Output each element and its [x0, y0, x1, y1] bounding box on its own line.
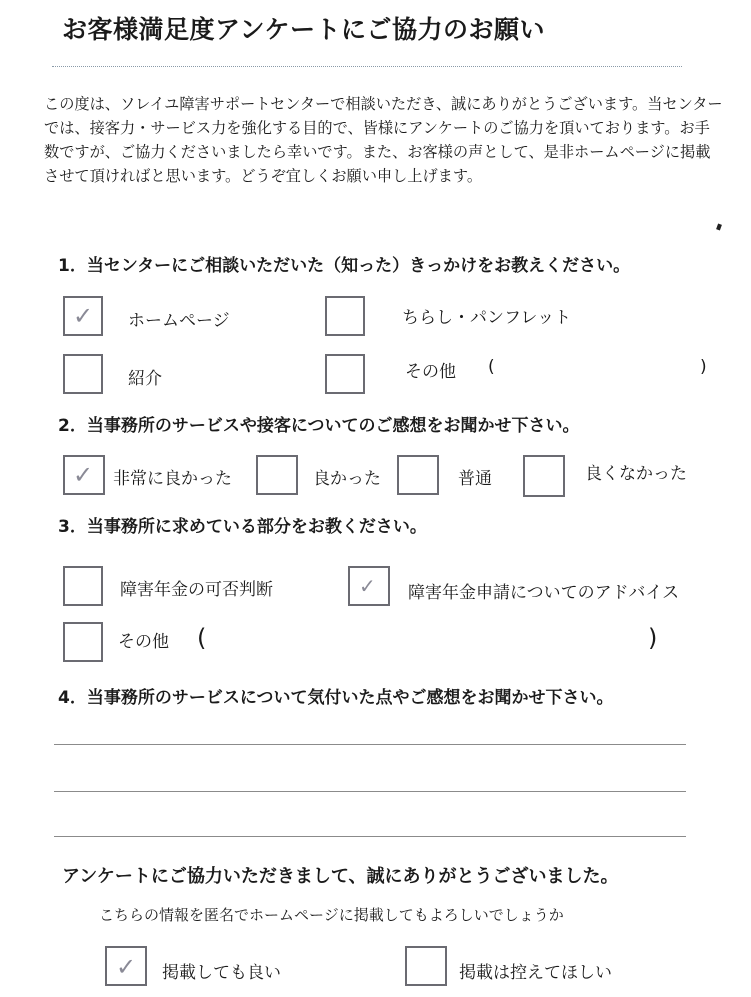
other-q3-open-paren: (: [197, 624, 207, 652]
checkbox-application-advice[interactable]: [348, 566, 390, 606]
other-q1-close-paren: ): [700, 357, 707, 377]
checkbox-flyer[interactable]: [325, 296, 365, 336]
option-not-good-label: 良くなかった: [585, 464, 687, 484]
option-good-label: 良かった: [313, 469, 381, 489]
title-divider: [52, 66, 682, 67]
option-other-q3-label: その他: [118, 632, 169, 652]
answer-line-2[interactable]: [54, 791, 686, 792]
question-1: 1．当センターにご相談いただいた（知った）きっかけをお教えください。: [58, 256, 631, 276]
page-title: お客様満足度アンケートにご協力のお願い: [62, 15, 546, 44]
checkbox-not-good[interactable]: [523, 455, 565, 497]
checkbox-good[interactable]: [256, 455, 298, 495]
option-homepage-label: ホームページ: [128, 311, 230, 331]
stray-mark: [716, 223, 722, 230]
intro-paragraph: この度は、ソレイユ障害サポートセンターで相談いただき、誠にありがとうございます。当センターでは、接客力・サービス力を強化する目的で、皆様にアンケートのご協力を頂いております。お手数ですが、ご協力くださいましたら幸いです。また、お客様の声として、是非ホームページに掲載させて頂ければと思います。どうぞ宜しくお願い申し上げます。: [44, 95, 723, 185]
checkmark-icon: ✓: [73, 302, 94, 330]
checkbox-publish-no[interactable]: [405, 946, 447, 986]
checkmark-icon: ✓: [116, 953, 137, 981]
checkmark-icon: ✓: [73, 461, 94, 489]
option-publish-no-label: 掲載は控えてほしい: [459, 963, 612, 983]
question-2: 2．当事務所のサービスや接客についてのご感想をお聞かせ下さい。: [58, 416, 580, 436]
other-q1-open-paren: (: [488, 357, 495, 377]
question-3: 3．当事務所に求めている部分をお教ください。: [58, 517, 427, 537]
question-4: 4．当事務所のサービスについて気付いた点やご感想をお聞かせ下さい。: [58, 688, 614, 708]
option-application-advice-label: 障害年金申請についてのアドバイス: [408, 583, 680, 603]
checkbox-eligibility[interactable]: [63, 566, 103, 606]
option-flyer-label: ちらし・パンフレット: [402, 308, 572, 328]
option-very-good-label: 非常に良かった: [113, 469, 232, 489]
checkbox-average[interactable]: [397, 455, 439, 495]
consent-question: こちらの情報を匿名でホームページに掲載してもよろしいでしょうか: [99, 906, 564, 924]
checkbox-very-good[interactable]: [63, 455, 105, 495]
option-publish-ok-label: 掲載しても良い: [162, 963, 281, 983]
checkbox-referral[interactable]: [63, 354, 103, 394]
answer-line-3[interactable]: [54, 836, 686, 837]
checkmark-icon: ✓: [359, 574, 376, 598]
option-referral-label: 紹介: [128, 369, 162, 389]
other-q3-close-paren: ): [648, 624, 658, 652]
answer-line-1[interactable]: [54, 744, 686, 745]
checkbox-publish-ok[interactable]: [105, 946, 147, 986]
checkbox-homepage[interactable]: [63, 296, 103, 336]
option-other-q1-label: その他: [405, 362, 456, 382]
option-average-label: 普通: [458, 469, 492, 489]
thank-you-message: アンケートにご協力いただきまして、誠にありがとうございました。: [62, 866, 619, 887]
checkbox-other-q1[interactable]: [325, 354, 365, 394]
checkbox-other-q3[interactable]: [63, 622, 103, 662]
option-eligibility-label: 障害年金の可否判断: [120, 580, 273, 600]
